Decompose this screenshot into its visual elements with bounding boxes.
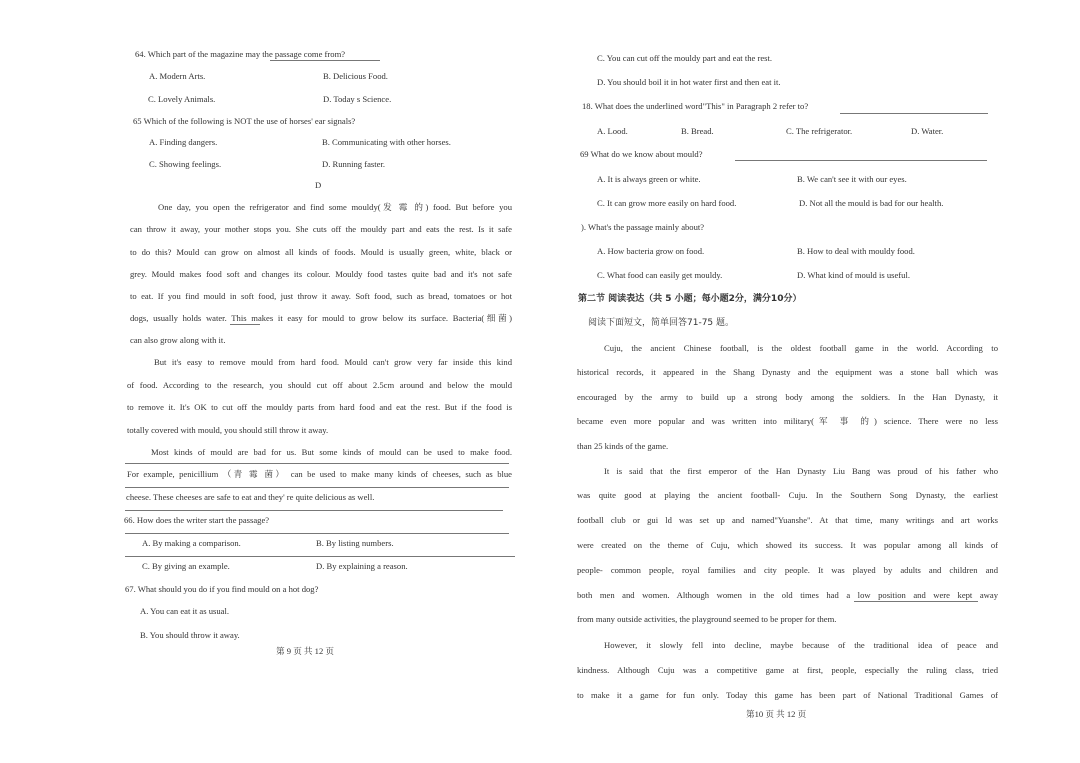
rule (125, 487, 509, 488)
passage-line: One day, you open the refrigerator and find some mouldy(发 霉 的) food. But before you (158, 202, 512, 212)
passage-line: football club or gui ld was set up and named"Yuanshe". At that time, many writings and art works (577, 515, 998, 525)
q69-stem: 69 What do we know about mould? (580, 149, 703, 159)
rule (125, 510, 503, 511)
q64-option-d: D. Today s Science. (323, 94, 392, 104)
passage-line: both men and women. Although women in the old times had a low position and were kept away (577, 590, 998, 600)
q65-option-c: C. Showing feelings. (149, 159, 222, 169)
passage-line: to remove it. It's OK to cut off the mouldy parts from hard food and eat the rest. But if the food is (127, 402, 512, 412)
q64-option-c: C. Lovely Animals. (148, 94, 216, 104)
section-d-label: D (315, 180, 322, 190)
passage-line: cheese. These cheeses are safe to eat and they' re quite delicious as well. (126, 492, 375, 502)
answer-line (735, 160, 987, 161)
q66-option-d: D. By explaining a reason. (316, 561, 408, 571)
q68-option-c: C. The refrigerator. (786, 126, 853, 136)
page-footer: 第 9 页 共 12 页 (276, 646, 335, 656)
rule (125, 463, 509, 464)
q70-option-d: D. What kind of mould is useful. (797, 270, 910, 280)
answer-line (840, 113, 988, 114)
q69-option-a: A. It is always green or white. (597, 174, 701, 184)
right-page (576, 0, 1006, 763)
passage-line: were created on the theme of Cuju, which showed its success. It was popular among all kinds of (577, 540, 998, 550)
passage-line: It is said that the first emperor of the Han Dynasty Liu Bang was proud of his father who (604, 466, 998, 476)
rule (125, 556, 515, 557)
q66-stem: 66. How does the writer start the passage? (124, 515, 270, 525)
underline (270, 60, 380, 61)
q65-option-b: B. Communicating with other horses. (322, 137, 451, 147)
passage-line: to eat. If you find mould in soft food, just throw it away. Soft food, such as bread, tomatoes or hot (130, 291, 512, 301)
q64-stem: 64. Which part of the magazine may the passage come from? (135, 49, 346, 59)
passage-line: to make it a game for fun only. Today this game has been part of National Traditional Games of (577, 690, 998, 700)
passage-line: can throw it away, your mother stops you. She cuts off the mouldy part and eats the rest. Is it safe (130, 224, 512, 234)
page-footer: 第10 页 共 12 页 (746, 709, 807, 719)
passage-line: Cuju, the ancient Chinese football, is the oldest football game in the world. According to (604, 343, 998, 353)
q67-option-b: B. You should throw it away. (140, 630, 240, 640)
passage-line: dogs, usually holds water. This makes it easy for mould to grow below its surface. Bacteria(细菌) (130, 313, 512, 323)
q69-option-c: C. It can grow more easily on hard food. (597, 198, 737, 208)
passage-line: For example, penicillium （青 霉 菌） can be used to make many kinds of cheeses, such as blue (127, 469, 512, 479)
q66-option-a: A. By making a comparison. (142, 538, 241, 548)
q65-option-a: A. Finding dangers. (149, 137, 218, 147)
underline-this (230, 324, 260, 325)
passage-line: kindness. Although Cuju was a competitive game at first, people, especially the ruling class, tried (577, 665, 998, 675)
passage-line: became even more popular and was written into military(军 事 的) science. There were no less (577, 416, 998, 426)
passage-line: encouraged by the army to build up a strong body among the soldiers. In the Han Dynasty, it (577, 392, 998, 402)
q70-option-b: B. How to deal with mouldy food. (797, 246, 915, 256)
q67-option-d: D. You should boil it in hot water first and then eat it. (597, 77, 781, 87)
q65-option-d: D. Running faster. (322, 159, 386, 169)
passage-line: from many outside activities, the playground seemed to be proper for them. (577, 614, 837, 624)
passage-line: However, it slowly fell into decline, maybe because of the traditional idea of peace and (604, 640, 998, 650)
passage-line: Most kinds of mould are bad for us. But some kinds of mould can be used to make food. (151, 447, 512, 457)
section-2-instruction: 阅读下面短文，简单回答71-75 题。 (588, 318, 735, 328)
q65-stem: 65 Which of the following is NOT the use of horses' ear signals? (133, 116, 356, 126)
passage-line: to do this? Mould can grow on almost all kinds of foods. Mould is usually green, white, black or (130, 247, 512, 257)
q68-option-a: A. Lood. (597, 126, 628, 136)
q70-stem: ). What's the passage mainly about? (581, 222, 705, 232)
rule (125, 533, 509, 534)
q68-stem: 18. What does the underlined word"This" in Paragraph 2 refer to? (582, 101, 809, 111)
passage-line: of food. According to the research, you should cut off about 2.5cm around and below the mould (127, 380, 512, 390)
passage-line: historical records, it appeared in the Shang Dynasty and the equipment was a stone ball which was (577, 367, 998, 377)
q66-option-c: C. By giving an example. (142, 561, 230, 571)
q67-stem: 67. What should you do if you find mould on a hot dog? (125, 584, 319, 594)
q69-option-d: D. Not all the mould is bad for our health. (799, 198, 944, 208)
left-page (118, 0, 518, 763)
underline-phrase (854, 601, 978, 602)
q67-option-c: C. You can cut off the mouldy part and eat the rest. (597, 53, 773, 63)
q70-option-a: A. How bacteria grow on food. (597, 246, 705, 256)
passage-line: can also grow along with it. (130, 335, 226, 345)
passage-line: than 25 kinds of the game. (577, 441, 669, 451)
passage-line: grey. Mould makes food soft and changes its colour. Mouldy food tastes quite bad and it's not safe (130, 269, 512, 279)
q69-option-b: B. We can't see it with our eyes. (797, 174, 907, 184)
q64-option-a: A. Modern Arts. (149, 71, 206, 81)
q68-option-b: B. Bread. (681, 126, 714, 136)
q64-option-b: B. Delicious Food. (323, 71, 388, 81)
q66-option-b: B. By listing numbers. (316, 538, 394, 548)
passage-line: totally covered with mould, you should still throw it away. (127, 425, 329, 435)
section-2-title: 第二节 阅读表达（共 5 小题；每小题2分，满分10分） (578, 294, 802, 304)
passage-line: was quite good at playing the ancient football- Cuju. In the Southern Song Dynasty, the earliest (577, 490, 998, 500)
passage-line: But it's easy to remove mould from hard food. Mould can't grow very far inside this kind (154, 357, 512, 367)
q67-option-a: A. You can eat it as usual. (140, 606, 230, 616)
passage-line: people- common people, royal families and city people. It was played by adults and children and (577, 565, 998, 575)
q70-option-c: C. What food can easily get mouldy. (597, 270, 723, 280)
q68-option-d: D. Water. (911, 126, 944, 136)
